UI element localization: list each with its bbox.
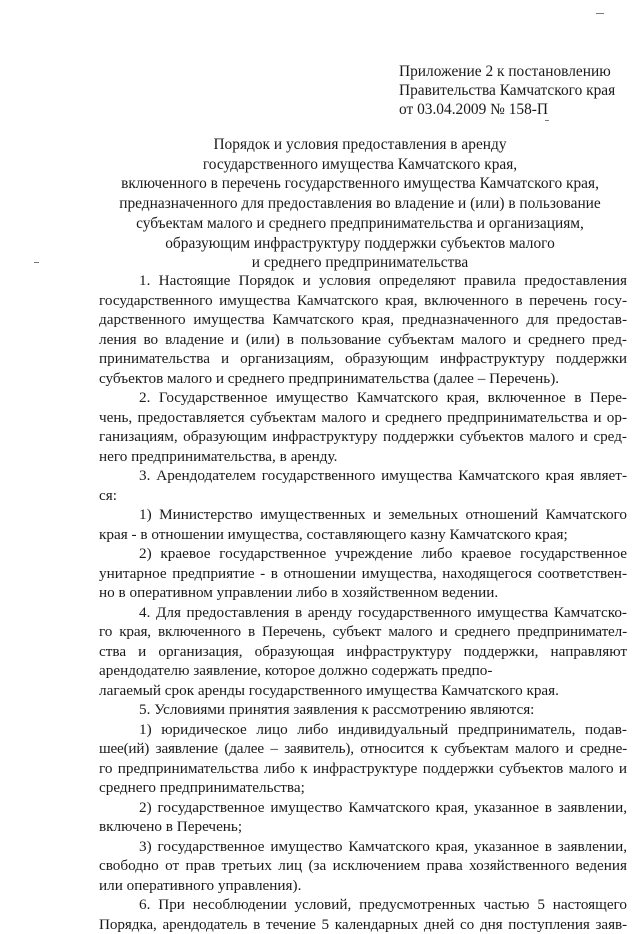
paragraph-5: [99, 700, 627, 720]
document-title: [90, 135, 630, 273]
title-line: государственного имущества Камчатского края,: [90, 155, 630, 175]
scan-mark: [596, 13, 604, 14]
text-line: ганизациям, образующим инфраструктуру поддержки субъектов малого и сред-: [99, 427, 627, 447]
text-line: или оперативного управления).: [99, 876, 627, 896]
paragraph-5-item-1: [99, 720, 627, 798]
title-line: образующим инфраструктуру поддержки субъектов малого: [90, 234, 630, 254]
paragraph-5-item-2: [99, 798, 627, 837]
text-line: 2) краевое государственное учреждение либо краевое государственное: [99, 544, 627, 564]
text-line: унитарное предприятие - в отношении имущества, находящегося соответствен-: [99, 564, 627, 584]
paragraph-3-item-2: [99, 544, 627, 603]
text-line: шее(ий) заявление (далее – заявитель), относится к субъектам малого и средне-: [99, 739, 627, 759]
text-line: включено в Перечень;: [99, 817, 627, 837]
title-line: Порядок и условия предоставления в аренду: [90, 135, 630, 155]
text-line: [99, 642, 627, 681]
appendix-line: от 03.04.2009 № 158-П: [399, 100, 629, 119]
text-line: но в оперативном управлении либо в хозяйственном ведении.: [99, 583, 627, 603]
text-line: го предпринимательства либо к инфраструктуре поддержки субъектов малого и: [99, 759, 627, 779]
paragraph-3: [99, 466, 627, 505]
title-line: и среднего предпринимательства: [90, 253, 630, 273]
text-line: 6. При несоблюдении условий, предусмотренных частью 5 настоящего: [99, 895, 627, 915]
text-line: го края, включенного в Перечень, субъект малого и среднего предпринимател-: [99, 622, 627, 642]
text-line: края - в отношении имущества, составляющего казну Камчатского края;: [99, 525, 627, 545]
text-line: 3. Арендодателем государственного имущества Камчатского края являет-: [99, 466, 627, 486]
text-line: ления во владение и (или) в пользование субъектам малого и среднего пред-: [99, 330, 627, 350]
text-line: Порядка, арендодатель в течение 5 календарных дней со дня поступления заяв-: [99, 915, 627, 934]
appendix-note: [399, 62, 629, 119]
text-line: лагаемый срок аренды государственного имущества Камчатского края.: [99, 681, 627, 701]
text-line: 2) государственное имущество Камчатского края, указанное в заявлении,: [99, 798, 627, 818]
text-line: чень, предоставляется субъектам малого и среднего предпринимательства и ор-: [99, 408, 627, 428]
scan-mark: [34, 262, 39, 263]
text-line: 4. Для предоставления в аренду государственного имущества Камчатско-: [99, 603, 627, 623]
title-line: предназначенного для предоставления во владение и (или) в пользование: [90, 194, 630, 214]
appendix-line: Правительства Камчатского края: [399, 81, 629, 100]
text-line: 2. Государственное имущество Камчатского края, включенное в Пере-: [99, 388, 627, 408]
title-line: субъектам малого и среднего предпринимательства и организациям,: [90, 214, 630, 234]
text-line: государственного имущества Камчатского края, включенного в перечень госу-: [99, 291, 627, 311]
text-line: него предпринимательства, в аренду.: [99, 447, 627, 467]
paragraph-2: [99, 388, 627, 466]
text-line: 1) юридическое лицо либо индивидуальный предприниматель, подав-: [99, 720, 627, 740]
paragraph-3-item-1: [99, 505, 627, 544]
document-body: [99, 271, 627, 934]
text-line: дарственного имущества Камчатского края, предназначенного для предостав-: [99, 310, 627, 330]
text-line: 1) Министерство имущественных и земельных отношений Камчатского: [99, 505, 627, 525]
paragraph-4: [99, 603, 627, 701]
text-line: среднего предпринимательства;: [99, 778, 627, 798]
paragraph-5-item-3: [99, 837, 627, 896]
text-line: принимательства и организациям, образующим инфраструктуру поддержки: [99, 349, 627, 369]
text-line: 1. Настоящие Порядок и условия определяют правила предоставления: [99, 271, 627, 291]
paragraph-6: [99, 895, 627, 934]
text-line: субъектов малого и среднего предпринимательства (далее – Перечень).: [99, 369, 627, 389]
text-line: ся:: [99, 486, 627, 506]
scan-mark: [545, 120, 549, 121]
text-line: 3) государственное имущество Камчатского края, указанное в заявлении,: [99, 837, 627, 857]
paragraph-1: [99, 271, 627, 388]
text-fragment: ства и организация, образующая инфраструктуру поддержки, направляют арендодателю заявление, которое должно содержать предпо-: [99, 643, 627, 680]
appendix-line: Приложение 2 к постановлению: [399, 62, 629, 81]
text-line: 5. Условиями принятия заявления к рассмотрению являются:: [99, 700, 627, 720]
title-line: включенного в перечень государственного имущества Камчатского края,: [90, 174, 630, 194]
text-line: свободно от прав третьих лиц (за исключением права хозяйственного ведения: [99, 856, 627, 876]
